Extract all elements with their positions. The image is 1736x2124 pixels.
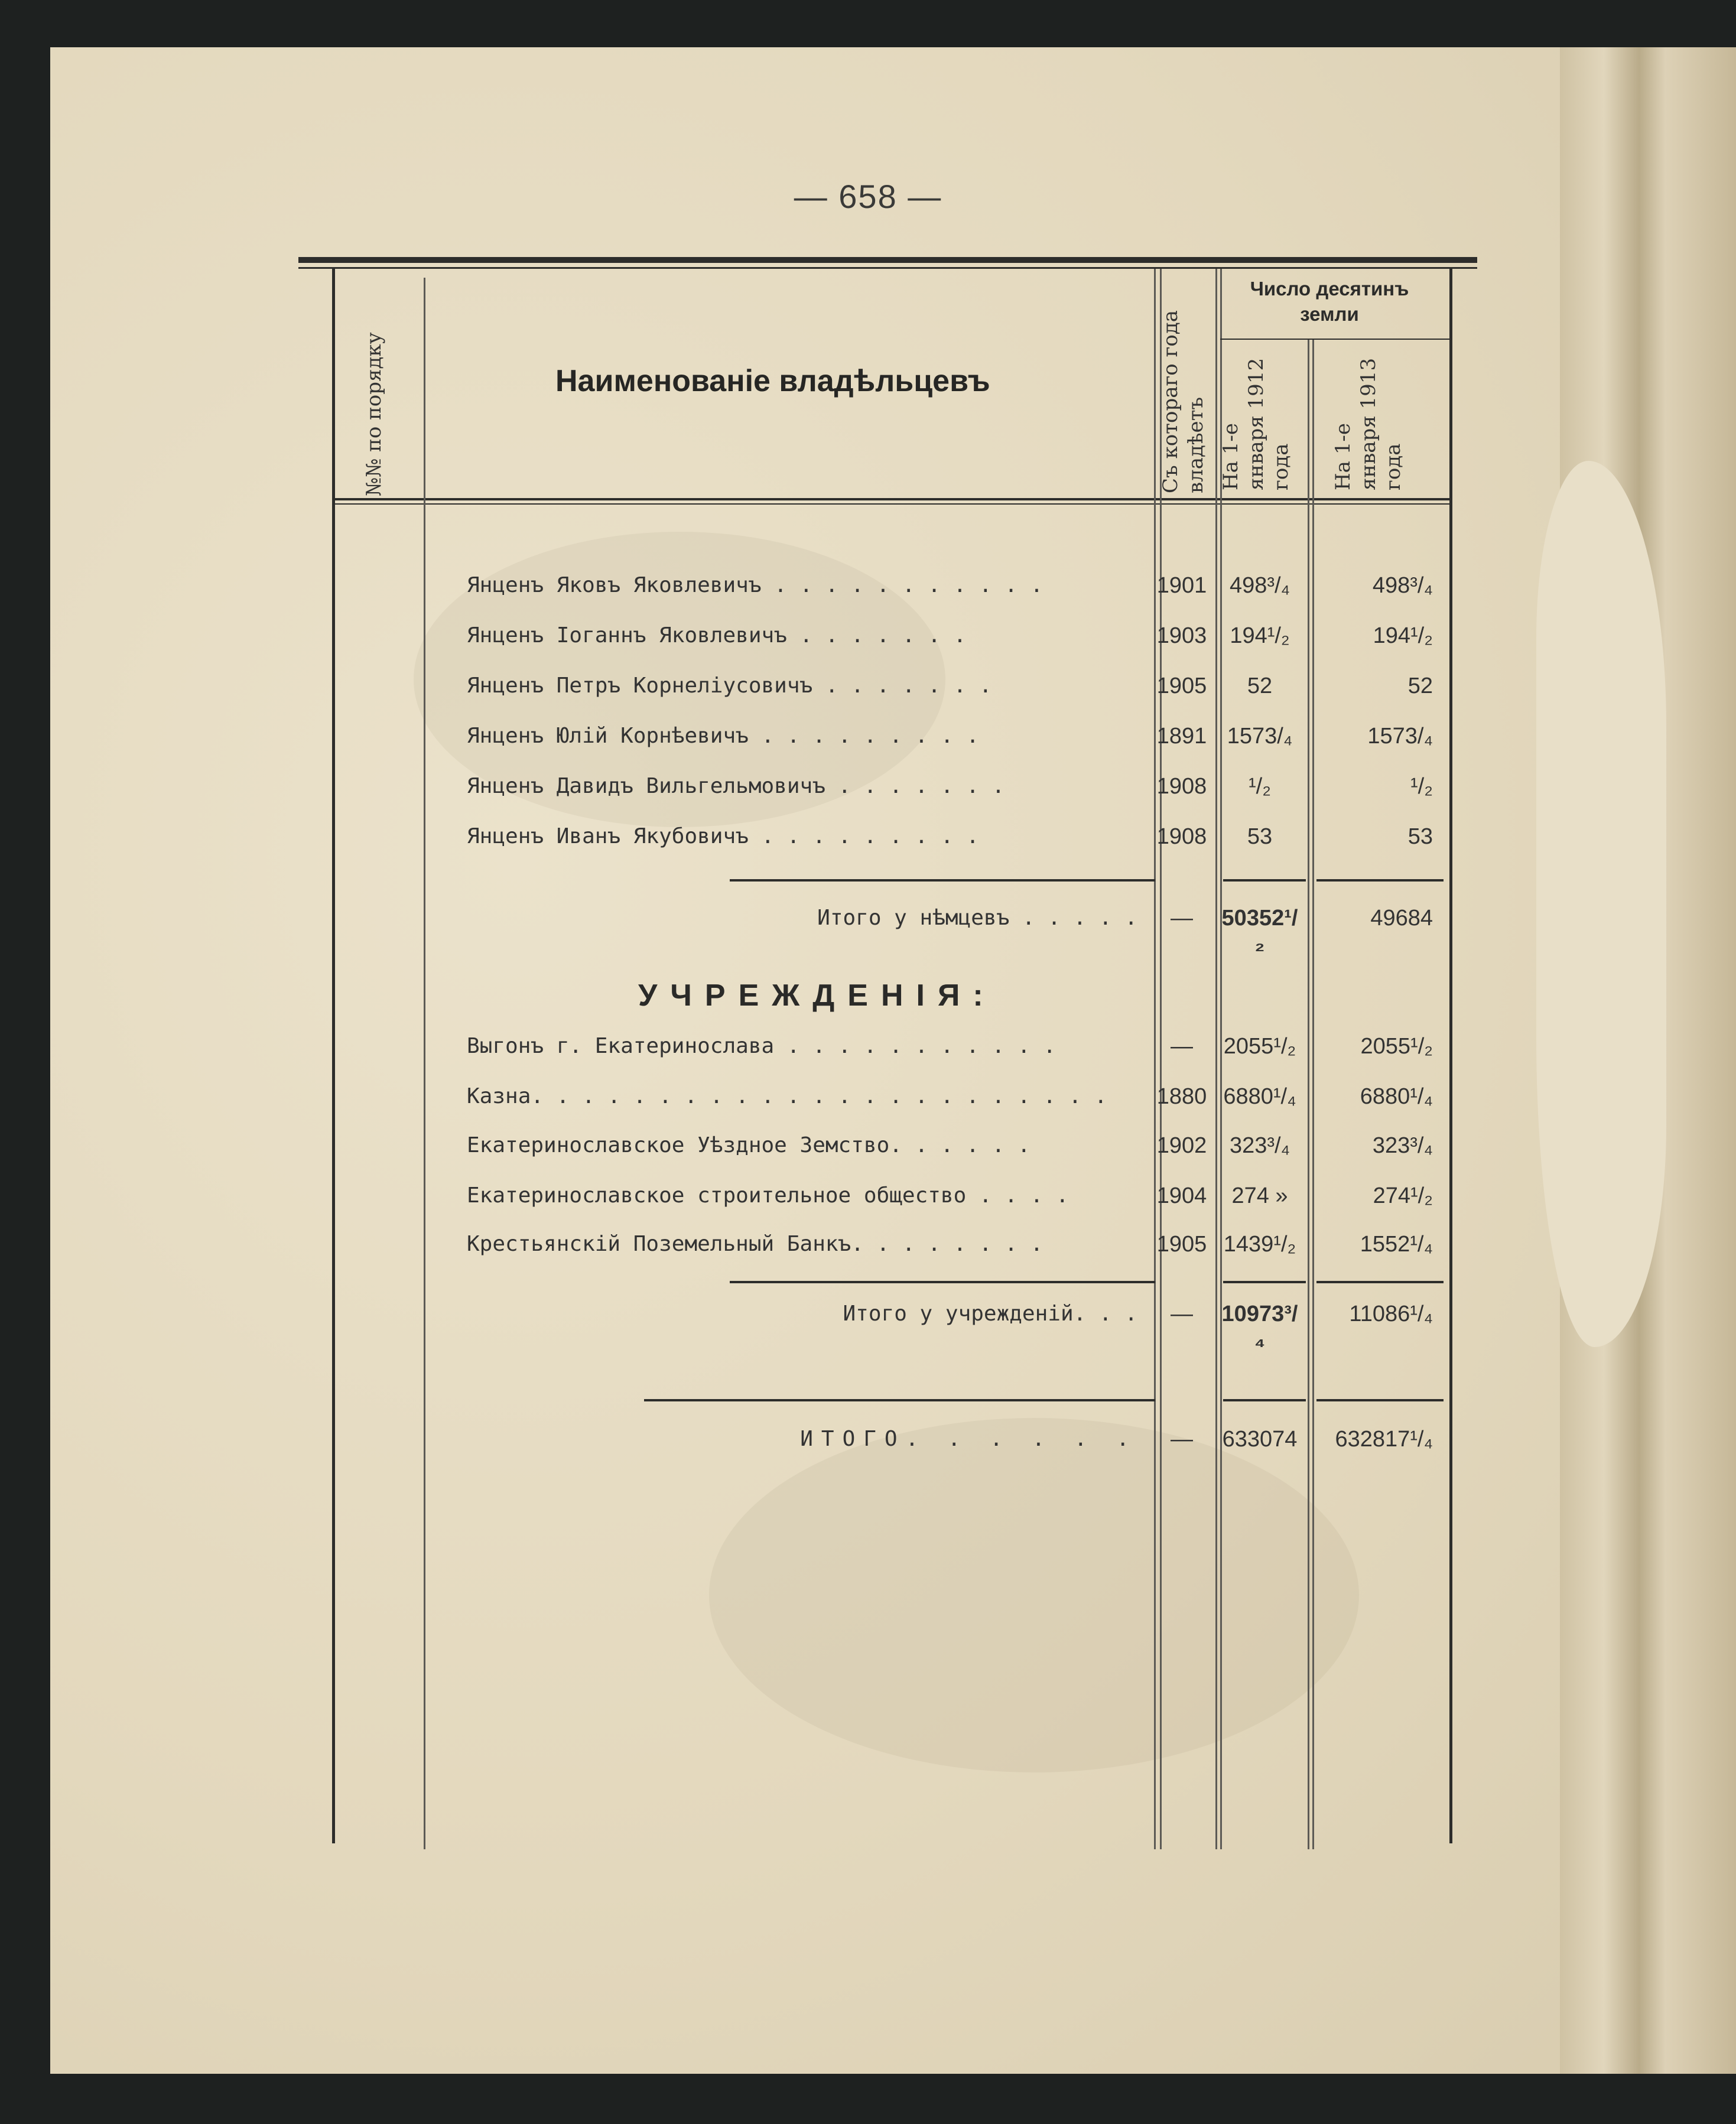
value-1912: 6880¹/₄ (1223, 1084, 1296, 1109)
subtotal-rule (730, 1281, 1155, 1283)
subtotal-1912: 50352¹/₂ (1221, 906, 1298, 956)
owner-name: Казна. . . . . . . . . . . . . . . . . . . . . . . (467, 1084, 1107, 1108)
value-1913: 498³/₄ (1372, 573, 1433, 598)
owner-year: — (1171, 1034, 1193, 1059)
paper-stain (709, 1418, 1359, 1772)
subtotal-rule (1316, 879, 1444, 882)
header-bottom-rule-thin (334, 503, 1451, 505)
subtotal-row (467, 1302, 1442, 1352)
torn-page-edge (1560, 47, 1736, 2074)
owner-name: Янценъ Юлій Корнѣевичъ . . . . . . . . . (467, 724, 979, 748)
table-left-border (332, 269, 335, 1843)
table-row (467, 573, 1442, 614)
value-1912: ¹/₂ (1249, 774, 1271, 799)
owner-name: Янценъ Иванъ Якубовичъ . . . . . . . . . (467, 824, 979, 848)
header-bottom-rule (334, 498, 1451, 500)
value-1913: 274¹/₂ (1373, 1183, 1433, 1208)
value-1913: 1552¹/₄ (1360, 1232, 1433, 1257)
owner-name: Янценъ Петръ Корнеліусовичъ . . . . . . . (467, 674, 992, 698)
owner-year: 1908 (1156, 824, 1207, 849)
subtotal-year: — (1171, 1302, 1193, 1326)
table-row (467, 724, 1442, 765)
header-1912: На 1-е января 1912 года (1219, 357, 1293, 490)
subtotal-label: Итого у учрежденій. . . (843, 1302, 1137, 1326)
value-1913: 53 (1407, 824, 1433, 849)
page-number: — 658 — (794, 178, 942, 215)
owner-name: Екатеринославское строительное общество . . . . (467, 1183, 1069, 1208)
value-1912: 498³/₄ (1229, 573, 1290, 598)
grand-total-label: ИТОГО. . . . . . (800, 1427, 1137, 1451)
grand-total-rule (644, 1399, 1155, 1401)
column-divider (424, 278, 425, 1849)
grand-total-rule (1316, 1399, 1444, 1401)
table-row (467, 824, 1442, 866)
table-top-rule (298, 257, 1477, 263)
header-1913: На 1-е января 1913 года (1331, 357, 1405, 490)
table-right-border (1449, 269, 1452, 1843)
value-1913: 194¹/₂ (1373, 623, 1433, 648)
owner-year: 1902 (1156, 1133, 1207, 1158)
owner-year: 1904 (1156, 1183, 1207, 1208)
subtotal-1913: 49684 (1370, 906, 1433, 931)
value-1912: 194¹/₂ (1230, 623, 1290, 648)
table-row (467, 623, 1442, 665)
value-1912: 52 (1247, 674, 1273, 698)
owner-year: 1903 (1156, 623, 1207, 648)
subtotal-year: — (1171, 906, 1193, 931)
grand-total-year: — (1171, 1427, 1193, 1452)
owner-name: Выгонъ г. Екатеринослава . . . . . . . . . . . (467, 1034, 1056, 1058)
subtotal-rule (1223, 1281, 1306, 1283)
group-header-rule (1220, 339, 1451, 340)
owner-year: 1905 (1156, 1232, 1207, 1257)
section-title: УЧРЕЖДЕНІЯ: (638, 978, 996, 1013)
subtotal-rule (1223, 879, 1306, 882)
value-1913: ¹/₂ (1410, 774, 1433, 799)
owner-name: Янценъ Яковъ Яковлевичъ . . . . . . . . . . . (467, 573, 1043, 597)
grand-total-1912: 633074 (1222, 1427, 1298, 1452)
owner-name: Крестьянскій Поземельный Банкъ. . . . . . . . (467, 1232, 1043, 1256)
value-1913: 323³/₄ (1372, 1133, 1433, 1158)
owner-year: 1901 (1156, 573, 1207, 598)
table-row (467, 674, 1442, 715)
owner-year: 1880 (1156, 1084, 1207, 1109)
table-row (467, 774, 1442, 815)
value-1912: 2055¹/₂ (1223, 1034, 1296, 1059)
value-1912: 274 » (1231, 1183, 1288, 1208)
subtotal-rule (1316, 1281, 1444, 1283)
grand-total-1913: 632817¹/₄ (1335, 1427, 1433, 1452)
owner-year: 1908 (1156, 774, 1207, 799)
value-1913: 2055¹/₂ (1360, 1034, 1433, 1059)
table-top-rule-thin (298, 267, 1477, 269)
header-number: №№ по порядку (362, 332, 386, 496)
value-1913: 52 (1407, 674, 1433, 698)
owner-year: 1891 (1156, 724, 1207, 749)
subtotal-1913: 11086¹/₄ (1349, 1302, 1433, 1326)
value-1912: 53 (1247, 824, 1273, 849)
header-year: Съ котораго года владѣетъ (1159, 310, 1208, 493)
grand-total-row (467, 1427, 1442, 1468)
subtotal-label: Итого у нѣмцевъ . . . . . (817, 906, 1137, 930)
table-row (467, 1183, 1442, 1225)
grand-total-rule (1223, 1399, 1306, 1401)
value-1912: 1573/₄ (1227, 724, 1293, 749)
owner-name: Екатеринославское Уѣздное Земство. . . . . . (467, 1133, 1030, 1157)
table-row (467, 1133, 1442, 1175)
table-row (467, 1034, 1442, 1075)
owner-name: Янценъ Давидъ Вильгельмовичъ . . . . . . . (467, 774, 1005, 798)
subtotal-rule (730, 879, 1155, 882)
subtotal-1912: 10973³/₄ (1221, 1302, 1298, 1352)
value-1913: 1573/₄ (1367, 724, 1433, 749)
value-1912: 1439¹/₂ (1223, 1232, 1296, 1257)
value-1912: 323³/₄ (1229, 1133, 1290, 1158)
owner-year: 1905 (1156, 674, 1207, 698)
value-1913: 6880¹/₄ (1360, 1084, 1433, 1109)
subtotal-row (467, 906, 1442, 956)
header-name: Наименованіе владѣльцевъ (555, 364, 990, 398)
table-row (467, 1084, 1442, 1126)
header-group: Число десятинъ земли (1250, 278, 1409, 325)
table-row (467, 1232, 1442, 1273)
owner-name: Янценъ Іоганнъ Яковлевичъ . . . . . . . (467, 623, 967, 648)
